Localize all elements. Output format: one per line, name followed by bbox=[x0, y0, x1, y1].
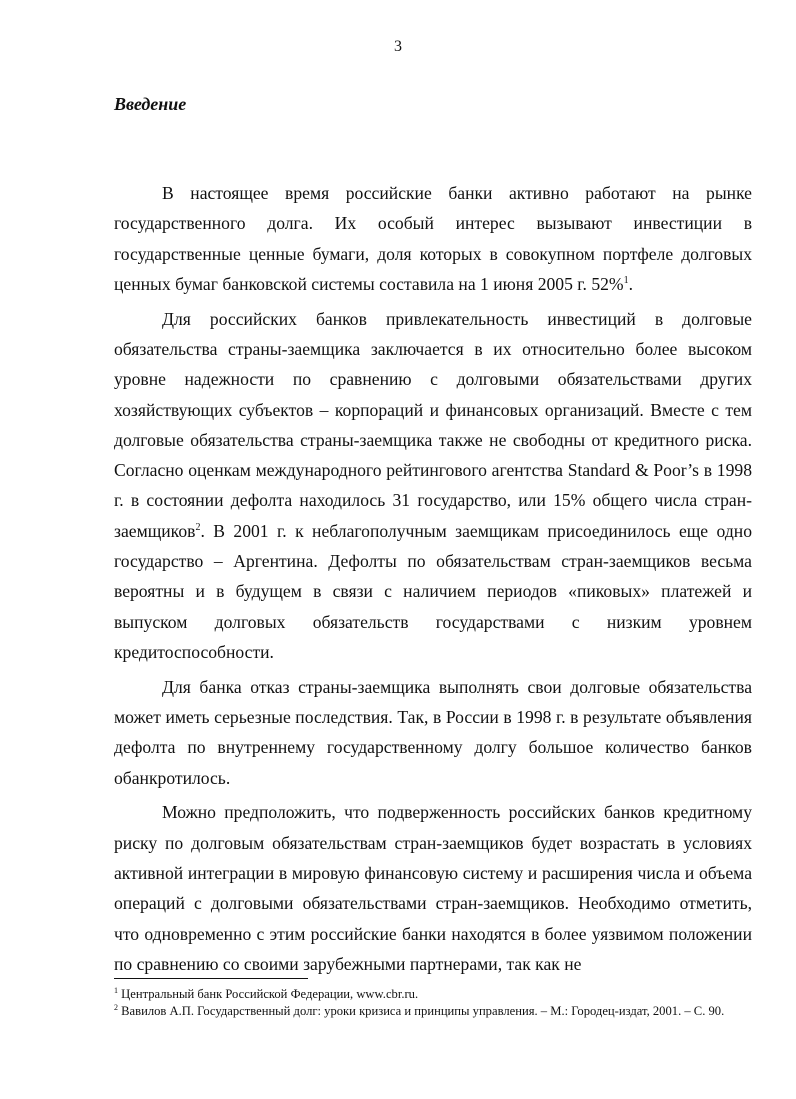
paragraph-text: Для российских банков привлекательность инвестиций в долговые обязательства страны-заемщика заключается в их относительно более высоком уровне надежности по сравнению с долговыми обязательствами других хозяйствующих субъектов – корпораций и финансовых организаций. Вместе с тем долговые обязательства страны-заемщика также не свободны от кредитного риска. Согласно оценкам международного рейтингового агентства Standard & Poor’s в 1998 г. в состоянии дефолта находилось 31 государство, или 15% общего числа стран-заемщиков bbox=[114, 308, 752, 541]
paragraph-4 bbox=[114, 797, 752, 979]
footnote-ref: 2 bbox=[195, 521, 201, 533]
paragraph-text: . bbox=[628, 273, 633, 294]
paragraph-2 bbox=[114, 304, 752, 668]
paragraph-text: . В 2001 г. к неблагополучным заемщикам присоединилось еще одно государство – Аргентина. Дефолты по обязательствам стран-заемщиков весьма вероятны и в будущем в связи с наличием периодов «пиковых» платежей и выпуском долговых обязательств государствами с низким уровнем кредитоспособности. bbox=[114, 520, 752, 662]
footnote-1 bbox=[114, 986, 754, 1003]
footnote-mark: 1 bbox=[114, 985, 118, 995]
paragraph-text: В настоящее время российские банки активно работают на рынке государственного долга. Их особый интерес вызывают инвестиции в государственные ценные бумаги, доля которых в совокупном портфеле долговых ценных бумаг банковской системы составила на 1 июня 2005 г. 52% bbox=[114, 183, 752, 294]
footnote-ref: 1 bbox=[623, 275, 629, 287]
paragraph-1 bbox=[114, 178, 752, 299]
page-number: 3 bbox=[394, 38, 402, 55]
paragraph-text: Для банка отказ страны-заемщика выполнять свои долговые обязательства может иметь серьезные последствия. Так, в России в 1998 г. в результате объявления дефолта по внутреннему государственному долгу большое количество банков обанкротилось. bbox=[114, 676, 752, 788]
footnote-mark: 2 bbox=[114, 1002, 118, 1012]
footnote-separator bbox=[114, 978, 308, 979]
footnote-2 bbox=[114, 1003, 754, 1020]
paragraph-text: Можно предположить, что подверженность российских банков кредитному риску по долговым обязательствам стран-заемщиков будет возрастать в условиях активной интеграции в мировую финансовую систему и расширения числа и объема операций с долговыми обязательствами стран-заемщиков. Необходимо отметить, что одновременно с этим российские банки находятся в более уязвимом положении по сравнению со своими зарубежными партнерами, так как не bbox=[114, 802, 752, 974]
section-heading: Введение bbox=[114, 94, 187, 114]
body-text bbox=[114, 178, 752, 979]
paragraph-3 bbox=[114, 672, 752, 793]
footnote-text: Вавилов А.П. Государственный долг: уроки кризиса и принципы управления. – М.: Городец-издат, 2001. – С. 90. bbox=[121, 1003, 725, 1018]
footnotes bbox=[114, 986, 754, 1019]
footnote-text: Центральный банк Российской Федерации, www.cbr.ru. bbox=[121, 987, 419, 1001]
